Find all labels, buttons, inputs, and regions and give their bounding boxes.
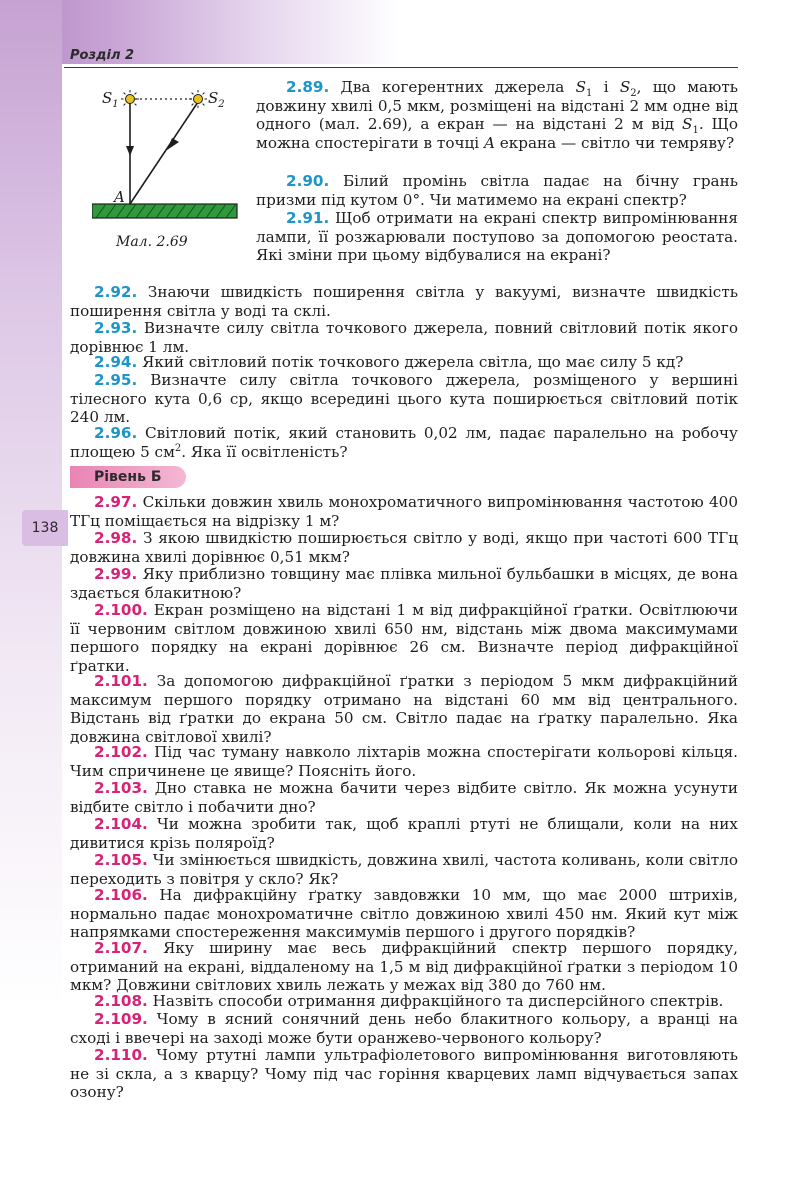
problem-2-100: 2.100. Екран розміщено на відстані 1 м від дифракційної ґратки. Освітлюючи її червоним світлом довжиною хвилі 650 нм, відстань між двома максимумами першого порядку на екрані дорівнює 26 см. Визначте період дифракційної ґратки. [70, 601, 738, 675]
header-rule [64, 67, 738, 68]
ray-s2-arrow-icon [167, 138, 179, 150]
level-b-badge: Рівень Б [70, 466, 186, 488]
problem-2-95: 2.95. Визначте силу світла точкового джерела, розміщеного у вершині тілесного кута 0,6 ср, якщо всередині цього кута поширюється світловий потік 240 лм. [70, 371, 738, 427]
problem-2-91: 2.91. Щоб отримати на екрані спектр випромінювання лампи, її розжарювали поступово за допомогою реостата. Які зміни при цьому відбувалися на екрані? [256, 209, 738, 265]
problem-2-110: 2.110. Чому ртутні лампи ультрафіолетового випромінювання виготовляють не зі скла, а з кварцу? Чому під час горіння кварцевих ламп відчувається запах озону? [70, 1046, 738, 1102]
problem-2-98: 2.98. З якою швидкістю поширюється світло у воді, якщо при частоті 600 ТГц довжина хвилі дорівнює 0,51 мкм? [70, 529, 738, 566]
problem-2-89: 2.89. Два когерентних джерела $S_1$ і $S_2$, що мають довжину хвилі 0,5 мкм, розміщені на відстані 2 мм одне від одного (мал. 2.69), а екран — на відстані 2 м від $S_1$. Що можна спостерігати в точці A екрана — світло чи темряву? [256, 78, 738, 152]
problem-2-105: 2.105. Чи змінюється швидкість, довжина хвилі, частота коливань, коли світло переходить з повітря у скло? Як? [70, 851, 738, 888]
label-a: A [114, 188, 125, 206]
problem-2-99: 2.99. Яку приблизно товщину має плівка мильної бульбашки в місцях, де вона здається блакитною? [70, 565, 738, 602]
problem-2-103: 2.103. Дно ставка не можна бачити через відбите світло. Як можна усунути відбите світло і побачити дно? [70, 779, 738, 816]
problem-2-102: 2.102. Під час туману навколо ліхтарів можна спостерігати кольорові кільця. Чим спричинене це явище? Поясніть його. [70, 743, 738, 780]
problem-2-101: 2.101. За допомогою дифракційної ґратки з періодом 5 мкм дифракційний максимум першого порядку отримано на відстані 60 мм від центрального. Відстань від ґратки до екрана 50 см. Світло падає на ґратку паралельно. Яка довжина світлової хвилі? [70, 672, 738, 746]
problem-2-93: 2.93. Визначте силу світла точкового джерела, повний світловий потік якого дорівнює 1 лм. [70, 319, 738, 356]
label-s1: $S_1$ [102, 89, 119, 110]
problem-2-104: 2.104. Чи можна зробити так, щоб краплі ртуті не блищали, коли на них дивитися крізь поляроїд? [70, 815, 738, 852]
ray-s2 [130, 102, 198, 204]
figure-2-69 [92, 80, 242, 252]
problem-2-108: 2.108. Назвіть способи отримання дифракційного та дисперсійного спектрів. [94, 992, 724, 1010]
problem-2-94: 2.94. Який світловий потік точкового джерела світла, що має силу 5 кд? [94, 353, 684, 371]
problem-2-109: 2.109. Чому в ясний сонячний день небо блакитного кольору, а вранці на сході і ввечері на заході може бути оранжево-червоного кольору? [70, 1010, 738, 1047]
figure-caption: Мал. 2.69 [116, 234, 188, 250]
problem-2-96: 2.96. Світловий потік, який становить 0,02 лм, падає паралельно на робочу площею 5 $см^2$. Яка її освітленість? [70, 424, 738, 461]
problem-2-107: 2.107. Яку ширину має весь дифракційний спектр першого порядку, отриманий на екрані, віддаленому на 1,5 м від дифракційної ґратки з періодом 10 мкм? Довжини світлових хвиль лежать у межах від 380 до 760 нм. [70, 939, 738, 995]
section-label: Розділ 2 [70, 48, 135, 63]
problem-2-106: 2.106. На дифракційну ґратку завдовжки 10 мм, що має 2000 штрихів, нормально падає монохроматичне світло довжиною хвилі 450 нм. Який кут між напрямками спостереження максимумів першого і другого порядків? [70, 886, 738, 942]
problem-2-97: 2.97. Скільки довжин хвиль монохроматичного випромінювання частотою 400 ТГц поміщається на відрізку 1 м? [70, 493, 738, 530]
page-number: 138 [22, 510, 68, 546]
label-s2: $S_2$ [208, 89, 225, 110]
ray-s1-arrow-icon [126, 146, 134, 156]
problem-2-92: 2.92. Знаючи швидкість поширення світла у вакуумі, визначте швидкість поширення світла у воді та склі. [70, 283, 738, 320]
problem-2-90: 2.90. Білий промінь світла падає на бічну грань призми під кутом 0°. Чи матимемо на екрані спектр? [256, 172, 738, 209]
left-margin-bar [0, 0, 62, 1185]
